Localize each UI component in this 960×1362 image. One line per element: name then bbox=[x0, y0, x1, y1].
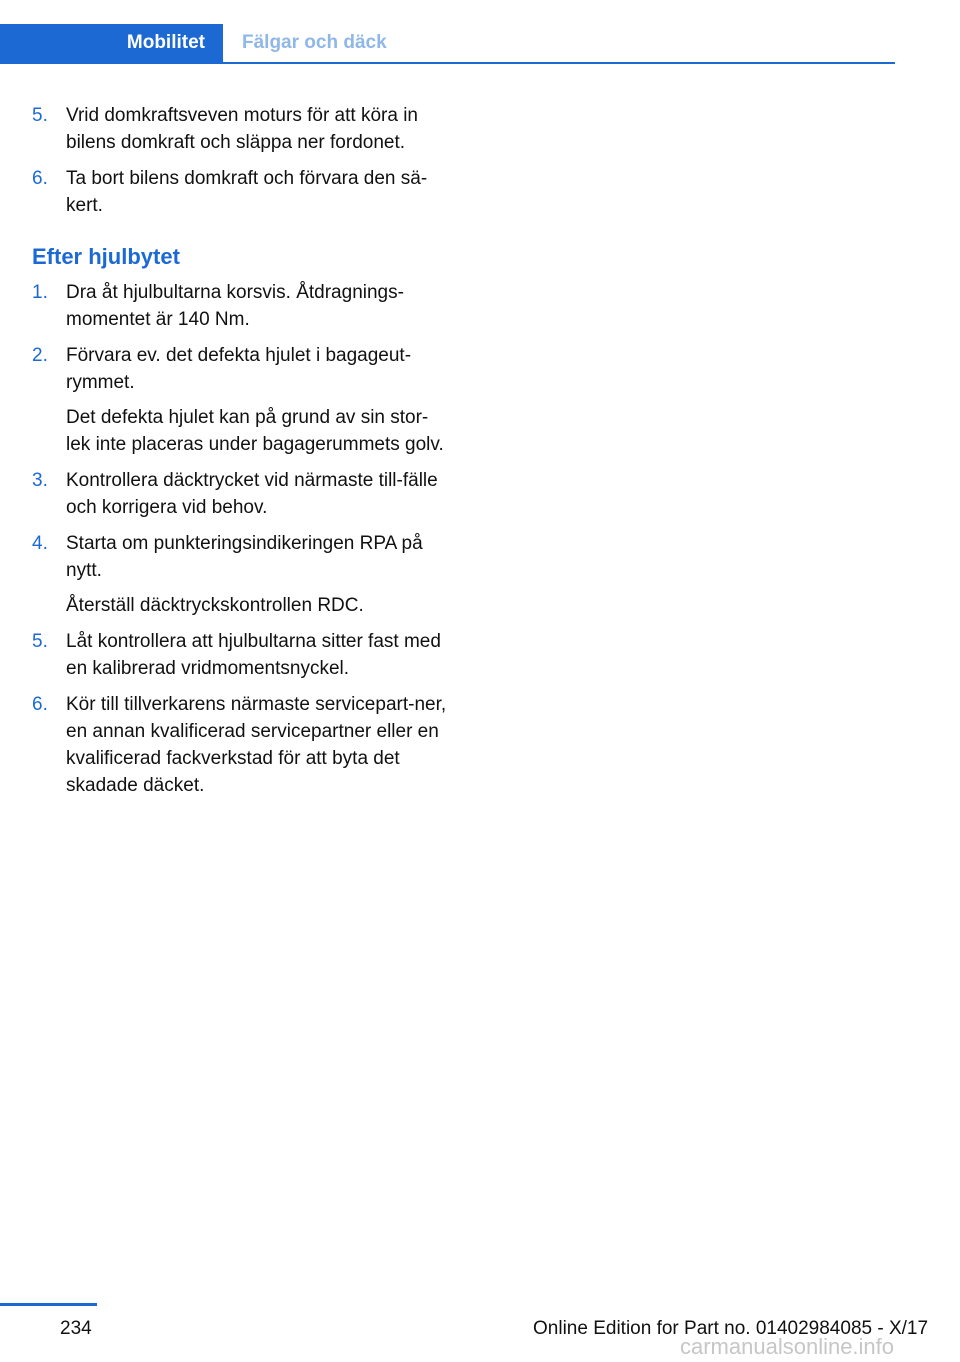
step-number: 4. bbox=[32, 533, 48, 554]
step-text: Starta om punkteringsindikeringen RPA på nytt. bbox=[66, 533, 423, 581]
list-item bbox=[32, 342, 450, 458]
list-item bbox=[32, 165, 450, 219]
edition-note: Online Edition for Part no. 01402984085 - X/17 bbox=[533, 1318, 929, 1339]
page-header bbox=[0, 24, 895, 64]
step-number: 6. bbox=[32, 694, 48, 715]
list-item bbox=[32, 467, 450, 521]
step-text: Förvara ev. det defekta hjulet i bagageut-rymmet. bbox=[66, 345, 412, 393]
list-item bbox=[32, 691, 450, 799]
list-item bbox=[32, 279, 450, 333]
step-note: Återställ däcktryckskontrollen RDC. bbox=[66, 595, 364, 616]
step-text: Dra åt hjulbultarna korsvis. Åtdragnings-momentet är 140 Nm. bbox=[66, 282, 404, 330]
step-list bbox=[32, 279, 450, 799]
section-tab[interactable]: Fälgar och däck bbox=[242, 32, 387, 53]
list-item bbox=[32, 530, 450, 619]
section-heading: Efter hjulbytet bbox=[32, 244, 180, 269]
step-number: 5. bbox=[32, 105, 48, 126]
page-number: 234 bbox=[60, 1318, 92, 1339]
step-note: Det defekta hjulet kan på grund av sin stor-lek inte placeras under bagagerummets golv. bbox=[66, 407, 444, 455]
list-item bbox=[32, 102, 450, 156]
step-number: 6. bbox=[32, 168, 48, 189]
watermark: carmanualsonline.info bbox=[680, 1334, 895, 1359]
step-text: Kontrollera däcktrycket vid närmaste till-fälle och korrigera vid behov. bbox=[66, 470, 438, 518]
step-number: 1. bbox=[32, 282, 48, 303]
page-content bbox=[32, 102, 450, 808]
step-text: Kör till tillverkarens närmaste servicepart-ner, en annan kvalificerad servicepartner eller en kvalificerad fackverkstad för att byta det skadade däcket. bbox=[66, 694, 447, 796]
step-number: 5. bbox=[32, 631, 48, 652]
footer-rule bbox=[0, 1303, 97, 1306]
step-text: Vrid domkraftsveven moturs för att köra in bilens domkraft och släppa ner fordonet. bbox=[66, 105, 418, 153]
step-list bbox=[32, 102, 450, 219]
step-text: Ta bort bilens domkraft och förvara den sä-kert. bbox=[66, 168, 428, 216]
step-number: 2. bbox=[32, 345, 48, 366]
chapter-tab[interactable]: Mobilitet bbox=[0, 24, 223, 62]
step-number: 3. bbox=[32, 470, 48, 491]
list-item bbox=[32, 628, 450, 682]
step-text: Låt kontrollera att hjulbultarna sitter fast med en kalibrerad vridmomentsnyckel. bbox=[66, 631, 441, 679]
